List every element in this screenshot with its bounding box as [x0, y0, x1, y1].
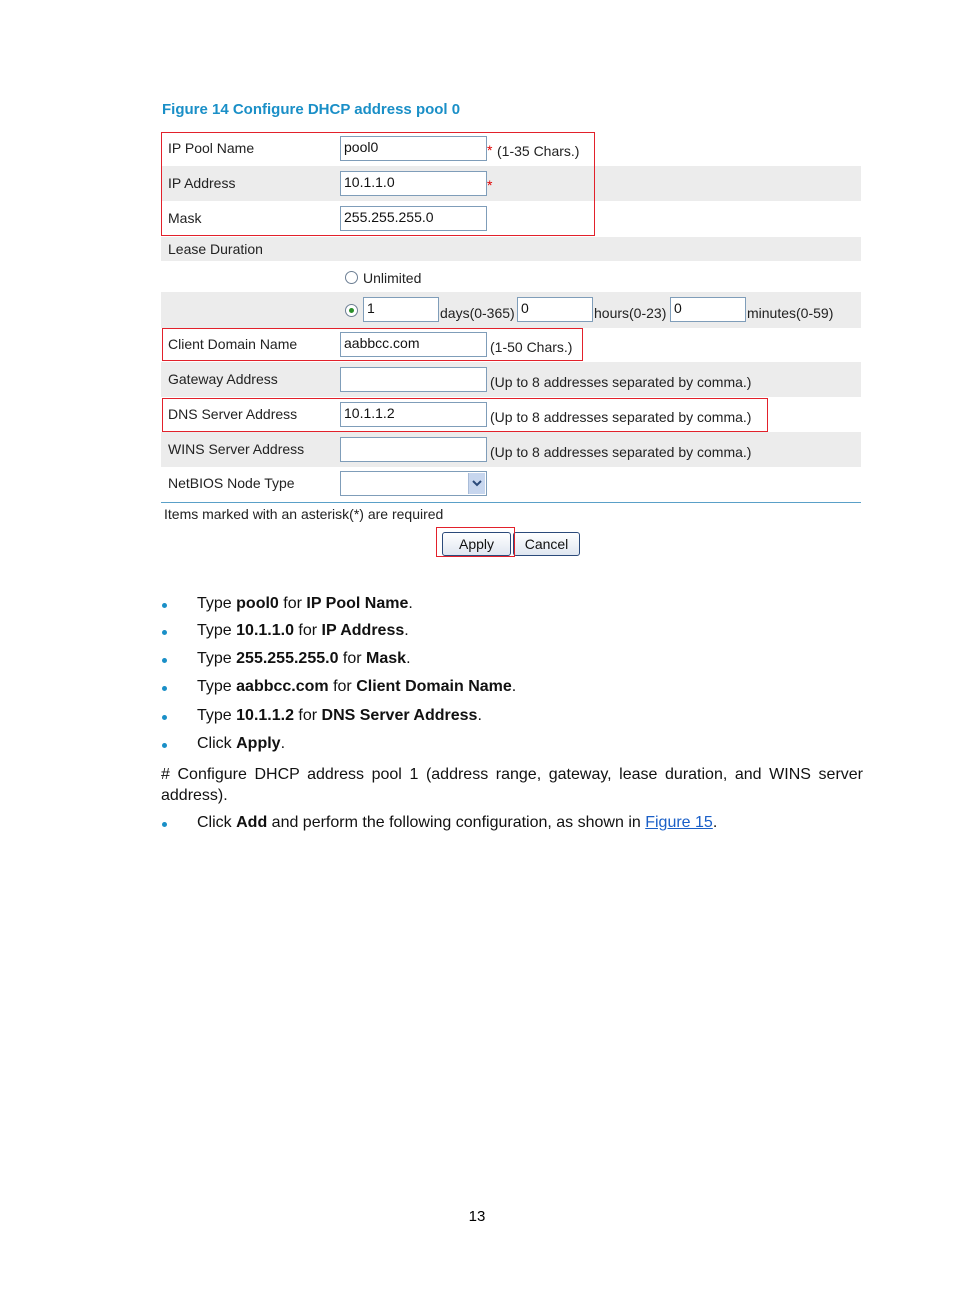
- client-domain-hint: (1-50 Chars.): [490, 339, 573, 355]
- list-item: Type pool0 for IP Pool Name.: [161, 595, 863, 617]
- bullet-icon: [162, 603, 167, 608]
- required-asterisk: *: [487, 142, 493, 158]
- pool-name-label: IP Pool Name: [168, 140, 255, 156]
- list-item: Type 10.1.1.2 for DNS Server Address.: [161, 707, 863, 729]
- mask-input[interactable]: 255.255.255.0: [340, 206, 487, 231]
- figure-15-link[interactable]: Figure 15: [645, 814, 713, 831]
- figure-caption: Figure 14 Configure DHCP address pool 0: [162, 101, 461, 118]
- client-domain-input[interactable]: aabbcc.com: [340, 332, 487, 357]
- hours-label: hours(0-23): [594, 305, 667, 321]
- row-wins-server: [161, 432, 861, 467]
- client-domain-label: Client Domain Name: [168, 336, 298, 352]
- hours-input[interactable]: 0: [517, 297, 593, 322]
- netbios-select[interactable]: [340, 471, 487, 496]
- days-input[interactable]: 1: [363, 297, 439, 322]
- required-note: Items marked with an asterisk(*) are required: [164, 506, 444, 522]
- wins-server-input[interactable]: [340, 437, 487, 462]
- ip-address-label: IP Address: [168, 175, 236, 191]
- unlimited-radio[interactable]: [345, 271, 358, 284]
- row-lease-unlimited: [161, 261, 861, 292]
- dns-server-hint: (Up to 8 addresses separated by comma.): [490, 409, 752, 425]
- row-netbios: [161, 467, 861, 502]
- pool-name-hint: (1-35 Chars.): [497, 143, 580, 159]
- minutes-label: minutes(0-59): [747, 305, 834, 321]
- list-item: Type aabbcc.com for Client Domain Name.: [161, 678, 863, 700]
- gateway-input[interactable]: [340, 367, 487, 392]
- dns-server-input[interactable]: 10.1.1.2: [340, 402, 487, 427]
- bullet-icon: [162, 630, 167, 635]
- row-lease-custom: [161, 292, 861, 328]
- page-number: 13: [468, 1208, 486, 1225]
- custom-duration-radio[interactable]: [345, 304, 358, 317]
- dns-server-label: DNS Server Address: [168, 406, 298, 422]
- netbios-label: NetBIOS Node Type: [168, 475, 295, 491]
- section-paragraph: # Configure DHCP address pool 1 (address range, gateway, lease duration, and WINS server address).: [161, 766, 863, 804]
- pool-name-input[interactable]: pool0: [340, 136, 487, 161]
- gateway-label: Gateway Address: [168, 371, 278, 387]
- highlight-box-apply: [436, 527, 515, 557]
- bullet-icon: [162, 686, 167, 691]
- lease-duration-label: Lease Duration: [168, 241, 263, 257]
- wins-server-label: WINS Server Address: [168, 441, 305, 457]
- row-gateway: [161, 362, 861, 397]
- highlight-box-client-domain: [162, 328, 583, 361]
- mask-label: Mask: [168, 210, 202, 226]
- bullet-icon: [162, 822, 167, 827]
- required-asterisk: *: [487, 177, 493, 193]
- highlight-box-pool-ip-mask: [161, 132, 595, 236]
- list-item: Type 10.1.1.0 for IP Address.: [161, 622, 863, 644]
- bullet-icon: [162, 743, 167, 748]
- row-lease-duration: [161, 237, 861, 261]
- list-item: Type 255.255.255.0 for Mask.: [161, 650, 863, 672]
- gateway-hint: (Up to 8 addresses separated by comma.): [490, 374, 752, 390]
- list-item: Click Apply.: [161, 735, 863, 757]
- cancel-button[interactable]: Cancel: [513, 532, 580, 556]
- unlimited-label: Unlimited: [363, 270, 422, 286]
- apply-button[interactable]: Apply: [442, 532, 511, 556]
- bullet-icon: [162, 715, 167, 720]
- minutes-input[interactable]: 0: [670, 297, 746, 322]
- chevron-down-icon[interactable]: [468, 473, 485, 494]
- form-divider: [161, 502, 861, 503]
- list-item: Click Add and perform the following configuration, as shown in Figure 15.: [161, 814, 863, 836]
- bullet-icon: [162, 658, 167, 663]
- wins-server-hint: (Up to 8 addresses separated by comma.): [490, 444, 752, 460]
- days-label: days(0-365): [440, 305, 515, 321]
- highlight-box-dns-server: [162, 398, 768, 432]
- ip-address-input[interactable]: 10.1.1.0: [340, 171, 487, 196]
